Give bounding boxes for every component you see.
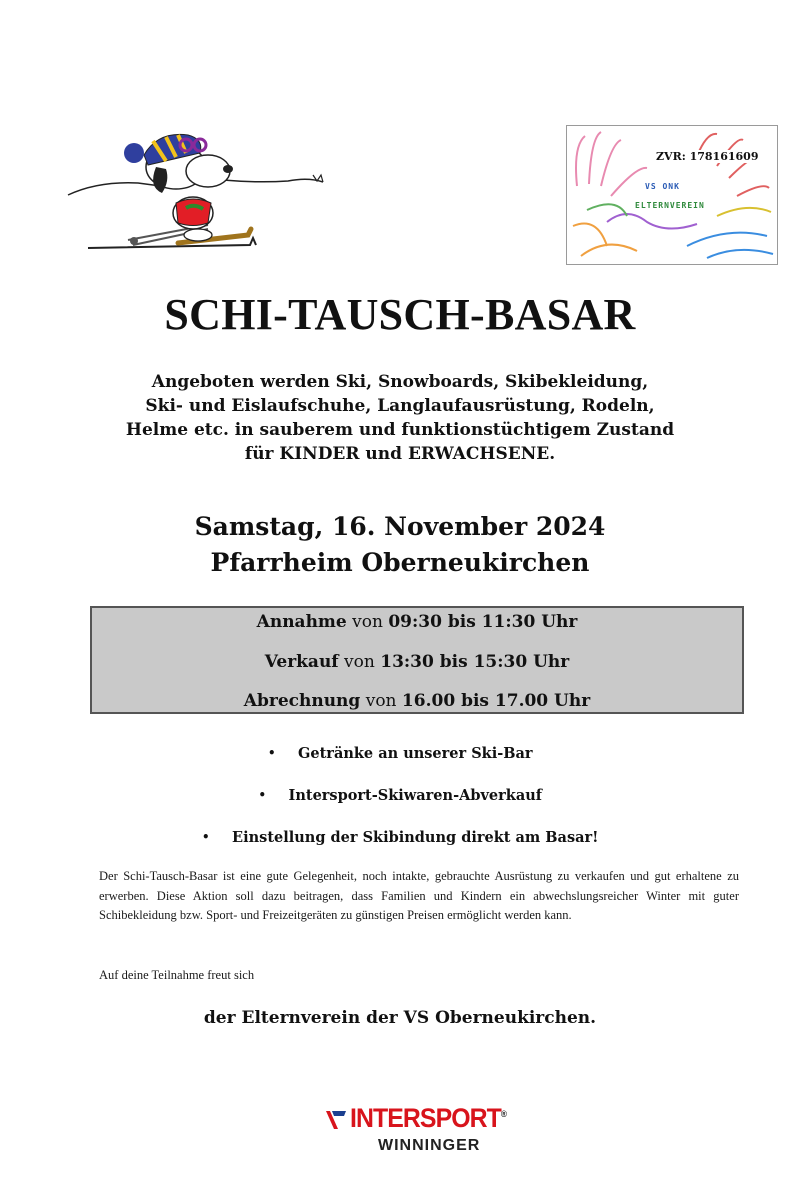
colored-hands-drawing [567, 126, 777, 264]
intersport-logo [322, 1103, 522, 1163]
bullet-text: Getränke an unserer Ski-Bar [298, 745, 533, 762]
schedule-box [90, 606, 744, 714]
schedule-range: 16.00 bis 17.00 Uhr [401, 691, 591, 711]
bullet-icon: • [267, 746, 276, 762]
page-title: SCHI-TAUSCH-BASAR [164, 290, 636, 339]
registered-mark: ® [500, 1109, 507, 1119]
schedule-row-verkauf [92, 652, 742, 672]
snoopy-skiing-illustration [58, 125, 358, 265]
intro-text [0, 370, 800, 466]
schedule-von: von [352, 612, 383, 632]
schedule-range: 13:30 bis 15:30 Uhr [380, 652, 570, 672]
schedule-label: Annahme [256, 612, 347, 632]
event-date: Samstag, 16. November 2024 [194, 512, 606, 541]
bullet-item-abverkauf [0, 787, 800, 804]
zvr-number: ZVR: 178161609 [653, 150, 761, 163]
schedule-von: von [344, 652, 375, 672]
bullet-icon: • [201, 830, 211, 846]
logo-text-elternverein: ELTERNVEREIN [635, 201, 705, 210]
intro-line: Helme etc. in sauberem und funktionstüchtigem Zustand [125, 420, 675, 440]
schedule-row-annahme [92, 612, 742, 632]
logo-text-vs-onk: VS ONK [645, 182, 680, 191]
schedule-range: 09:30 bis 11:30 Uhr [388, 612, 578, 632]
intro-line: für KINDER und ERWACHSENE. [244, 444, 556, 464]
sponsor-brand-text: INTERSPORT [350, 1103, 501, 1133]
bullet-text: Einstellung der Skibindung direkt am Basar! [232, 829, 599, 846]
bullet-item-skibindung [0, 829, 800, 846]
bullet-icon: • [257, 788, 267, 804]
schedule-label: Abrechnung [243, 691, 361, 711]
sponsor-brand [350, 1103, 506, 1134]
event-location: Pfarrheim Oberneukirchen [210, 548, 590, 577]
schedule-von: von [365, 691, 397, 711]
intro-line: Ski- und Eislaufschuhe, Langlaufausrüstung, Rodeln, [145, 396, 655, 416]
bullet-text: Intersport-Skiwaren-Abverkauf [288, 787, 542, 804]
intro-line: Angeboten werden Ski, Snowboards, Skibekleidung, [151, 372, 649, 392]
description-paragraph: Der Schi-Tausch-Basar ist eine gute Gelegenheit, noch intakte, gebrauchte Ausrüstung zu verkaufen und gut erhaltene zu erwerben. Diese Aktion soll dazu beitragen, dass Familien und Kindern ein abwechslungsreicher Winter mit guter Schibekleidung bzw. Sport- und Freizeitgeräten zu günstigen Preisen ermöglicht werden kann. [99, 869, 739, 922]
signoff-text: der Elternverein der VS Oberneukirchen. [203, 1008, 597, 1028]
thanks-text: Auf deine Teilnahme freut sich [99, 968, 255, 982]
event-info [0, 509, 800, 581]
schedule-row-abrechnung [92, 691, 742, 711]
schedule-label: Verkauf [264, 652, 339, 672]
elternverein-logo [566, 125, 778, 265]
intersport-mark-icon [322, 1107, 348, 1133]
sponsor-subtitle: WINNINGER [378, 1137, 481, 1154]
bullet-item-ski-bar [0, 745, 800, 762]
